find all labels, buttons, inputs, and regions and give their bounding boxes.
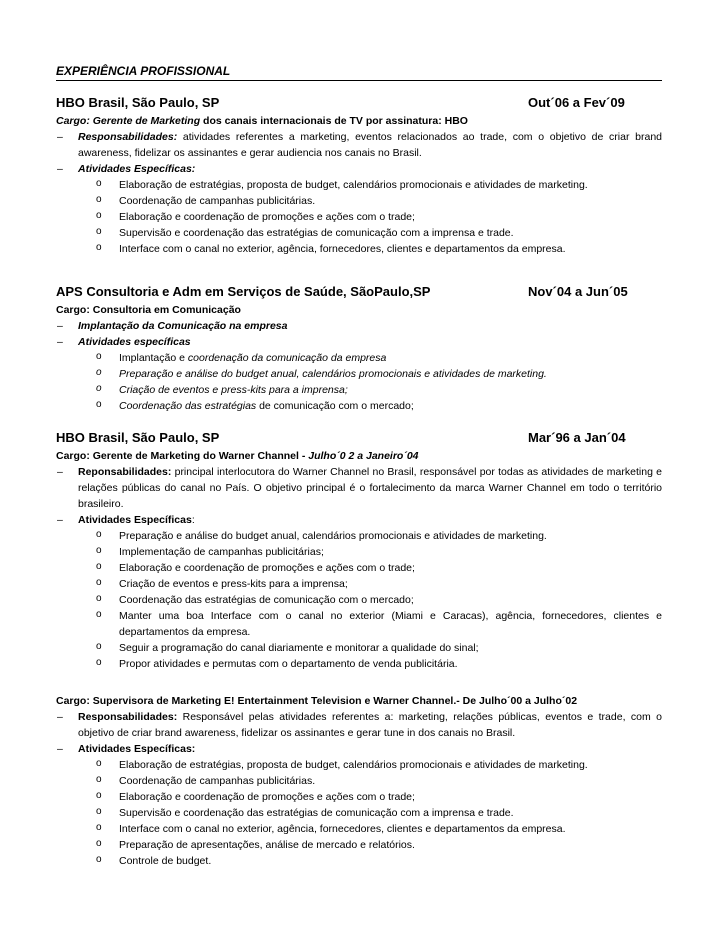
list-item: o Elaboração de estratégias, proposta de budget, calendários promocionais e atividades de marketing. (56, 177, 662, 193)
list-item: o Implantação e coordenação da comunicação da empresa (56, 350, 662, 366)
activities-heading: – Atividades específicas (56, 334, 662, 350)
job-period: Nov´04 a Jun´05 (528, 284, 628, 299)
list-item: o Preparação e análise do budget anual, calendários promocionais e atividades de marketing. (56, 366, 662, 382)
list-item: o Supervisão e coordenação das estratégias de comunicação com a imprensa e trade. (56, 225, 662, 241)
list-item: o Supervisão e coordenação das estratégias de comunicação com a imprensa e trade. (56, 805, 662, 821)
list-item: o Coordenação das estratégias de comunicação com o mercado; (56, 592, 662, 608)
list-item: o Criação de eventos e press-kits para a imprensa; (56, 576, 662, 592)
list-item: o Criação de eventos e press-kits para a imprensa; (56, 382, 662, 398)
activities-list (56, 350, 662, 414)
list-item: o Manter uma boa Interface com o canal no exterior (Miami e Caracas), agência, fornecedores, clientes e departamentos da empresa. (56, 608, 662, 640)
list-item: o Controle de budget. (56, 853, 662, 869)
list-item: o Interface com o canal no exterior, agência, fornecedores, clientes e departamentos da empresa. (56, 821, 662, 837)
activities-heading: – Atividades Específicas: (56, 512, 662, 528)
list-item: o Preparação e análise do budget anual, calendários promocionais e atividades de marketing. (56, 528, 662, 544)
job-cargo-2: Cargo: Supervisora de Marketing E! Entertainment Television e Warner Channel.- De Julho´00 a Julho´02 (56, 695, 578, 707)
list-item: o Propor atividades e permutas com o departamento de venda publicitária. (56, 656, 662, 672)
job-period: Out´06 a Fev´09 (528, 95, 625, 110)
list-item: o Elaboração e coordenação de promoções e ações com o trade; (56, 560, 662, 576)
list-item: o Implementação de campanhas publicitárias; (56, 544, 662, 560)
list-item: o Elaboração de estratégias, proposta de budget, calendários promocionais e atividades de marketing. (56, 757, 662, 773)
activities-heading-2: – Atividades Específicas: (56, 741, 662, 757)
job-cargo: Cargo: Gerente de Marketing do Warner Channel - Julho´0 2 a Janeiro´04 (56, 450, 419, 462)
job-hbo-2006 (56, 95, 662, 257)
job-period: Mar´96 a Jan´04 (528, 430, 626, 445)
list-item: o Elaboração e coordenação de promoções e ações com o trade; (56, 209, 662, 225)
dash-item: – Implantação da Comunicação na empresa (56, 318, 662, 334)
job-header (56, 430, 662, 448)
activities-list (56, 177, 662, 257)
company-name: APS Consultoria e Adm em Serviços de Saúde, SãoPaulo,SP (56, 284, 431, 299)
job-cargo: Cargo: Consultoria em Comunicação (56, 304, 241, 316)
list-item: o Preparação de apresentações, análise de mercado e relatórios. (56, 837, 662, 853)
section-title: EXPERIÊNCIA PROFISSIONAL (56, 64, 662, 81)
activities-list-2 (56, 757, 662, 869)
job-header (56, 284, 662, 302)
list-item: o Coordenação das estratégias de comunicação com o mercado; (56, 398, 662, 414)
job-header (56, 95, 662, 113)
company-name: HBO Brasil, São Paulo, SP (56, 430, 220, 445)
list-item: o Seguir a programação do canal diariamente e monitorar a qualidade do sinal; (56, 640, 662, 656)
job-cargo: Cargo: Gerente de Marketing dos canais internacionais de TV por assinatura: HBO (56, 115, 468, 127)
activities-list (56, 528, 662, 672)
job-aps-2004 (56, 284, 662, 414)
activities-heading: – Atividades Específicas: (56, 161, 662, 177)
list-item: o Coordenação de campanhas publicitárias. (56, 193, 662, 209)
list-item: o Interface com o canal no exterior, agência, fornecedores, clientes e departamentos da empresa. (56, 241, 662, 257)
list-item: o Elaboração e coordenação de promoções e ações com o trade; (56, 789, 662, 805)
job-hbo-1996 (56, 430, 662, 869)
responsibilities-2: – Responsabilidades: Responsável pelas atividades referentes a: marketing, relações públicas, eventos e trade, com o objetivo de criar brand awareness, fidelizar os assinantes e gerar tune in dos canais no Brasil. (56, 709, 662, 741)
company-name: HBO Brasil, São Paulo, SP (56, 95, 220, 110)
list-item: o Coordenação de campanhas publicitárias. (56, 773, 662, 789)
responsibilities: – Responsabilidades: atividades referentes a marketing, eventos relacionados ao trade, com o objetivo de criar brand awareness, fidelizar os assinantes e gerar audiencia nos canais no Brasil. (56, 129, 662, 161)
responsibilities: – Reponsabilidades: principal interlocutora do Warner Channel no Brasil, responsável por todas as atividades de marketing e relações públicas do canal no País. O objetivo principal é o fortalecimento da marca Warner Channel em todo o território brasileiro. (56, 464, 662, 512)
